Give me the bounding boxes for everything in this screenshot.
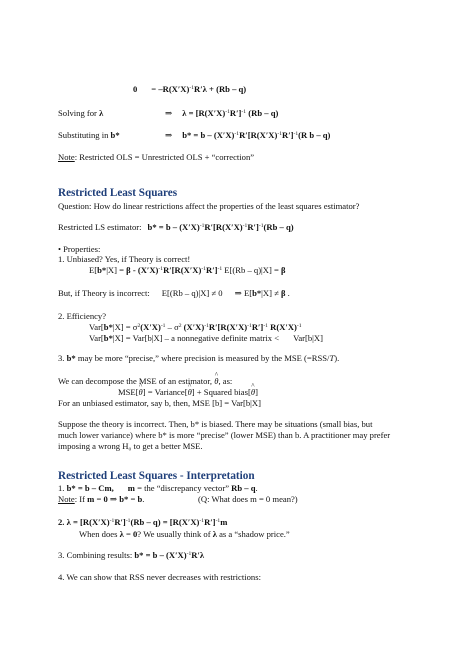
interpretation-item-4: 4. We can show that RSS never decreases with restrictions: [58,572,261,582]
incorrect-theory: But, if Theory is incorrect: E[(Rb – q)|X] ≠ 0 ⇒ E[b*|X] ≠ β . [58,288,290,298]
substituting-equation: ⇒ $b* = b - (X'X)^{-1}R'[R(X'X)^{-1}R']^{-1}(R$ b – q) [165,130,331,140]
section-heading-restricted-ls: Restricted Least Squares [58,187,178,199]
paragraph-line-2: much lower variance) where b* is more “precise” (lower MSE) than b. A practitioner may prefer [58,430,391,440]
unbiased-equation: $E[b*|X] = \beta - (X'X)^{-1}R'[R(X'X)^{-1}R']^{-1}$ E[(Rb – q)|X] = β [89,265,286,275]
efficiency-item: 2. Efficiency? [58,311,107,321]
mse-formula: MSE[^ θ] = Variance[^ θ] + Squared bias[^ θ] [118,387,258,398]
shadow-price-line: When does λ = 0? We usually think of λ as a “shadow price.” [79,529,290,539]
paragraph-line-1: Suppose the theory is incorrect. Then, b* is biased. There may be situations (small bias, but [58,419,373,429]
precise-item: 3. b* may be more “precise,” where precision is measured by the MSE (=RSS/T). [58,353,340,363]
decompose-mse: We can decompose the MSE of an estimator, ^ θ, as: [58,376,232,387]
solving-equation: ⇒ $\lambda = [R(X'X)^{-1}R']^{-1}$ (Rb – q) [165,108,279,118]
interpretation-item-1: 1. b* = b – Cm, m = the “discrepancy vector” Rb – q. [58,483,258,493]
interpretation-item-2: 2. $\lambda = [R(X'X)^{-1}R']^{-1}(Rb - q) = [R(X'X)^{-1}R']^{-1}m$ [58,517,228,527]
unbiased-item: 1. Unbiased? Yes, if Theory is correct! [58,254,191,264]
section-heading-interpretation: Restricted Least Squares - Interpretation [58,470,255,482]
solving-line: Solving for λ [58,108,104,118]
properties-bullet: • Properties: [58,244,101,254]
equation-zero: $0 = -R(X'X)^{-1}R'\lambda + (Rb - q)$ [133,84,247,94]
restricted-ls-estimator: Restricted LS estimator: $b* = b - (X'X)^{-1}R'[R(X'X)^{-1}R']^{-1}(Rb - q)$ [58,222,294,232]
substituting-line: Substituting in b* [58,130,120,140]
interpretation-question: (Q: What does m = 0 mean?) [198,494,298,504]
interpretation-item-3: 3. Combining results: $b* = b - (X'X)^{-1}R'\lambda$ [58,550,205,560]
note-restricted-ols: Note: Restricted OLS = Unrestricted OLS + “correction” [58,152,255,162]
interpretation-note: Note: If m = 0 ⇒ b* = b. [58,494,145,504]
unbiased-mse: For an unbiased estimator, say b, then, MSE [b] = Var[b|X] [58,398,261,408]
variance-equation-2: Var[b*|X] = Var[b|X] – a nonnegative definite matrix < Var[b|X] [89,333,323,343]
paragraph-line-3: imposing a wrong H₀ to get a better MSE. [58,441,203,451]
question-text: Question: How do linear restrictions affect the properties of the least squares estimator? [58,201,360,211]
variance-equation-1: $Var[b*|X] = \sigma^2(X'X)^{-1} - \sigma^2$ $(X'X)^{-1}R'[R(X'X)^{-1}R']^{-1}$ $R(X'X)^{-1}$ [89,322,302,332]
